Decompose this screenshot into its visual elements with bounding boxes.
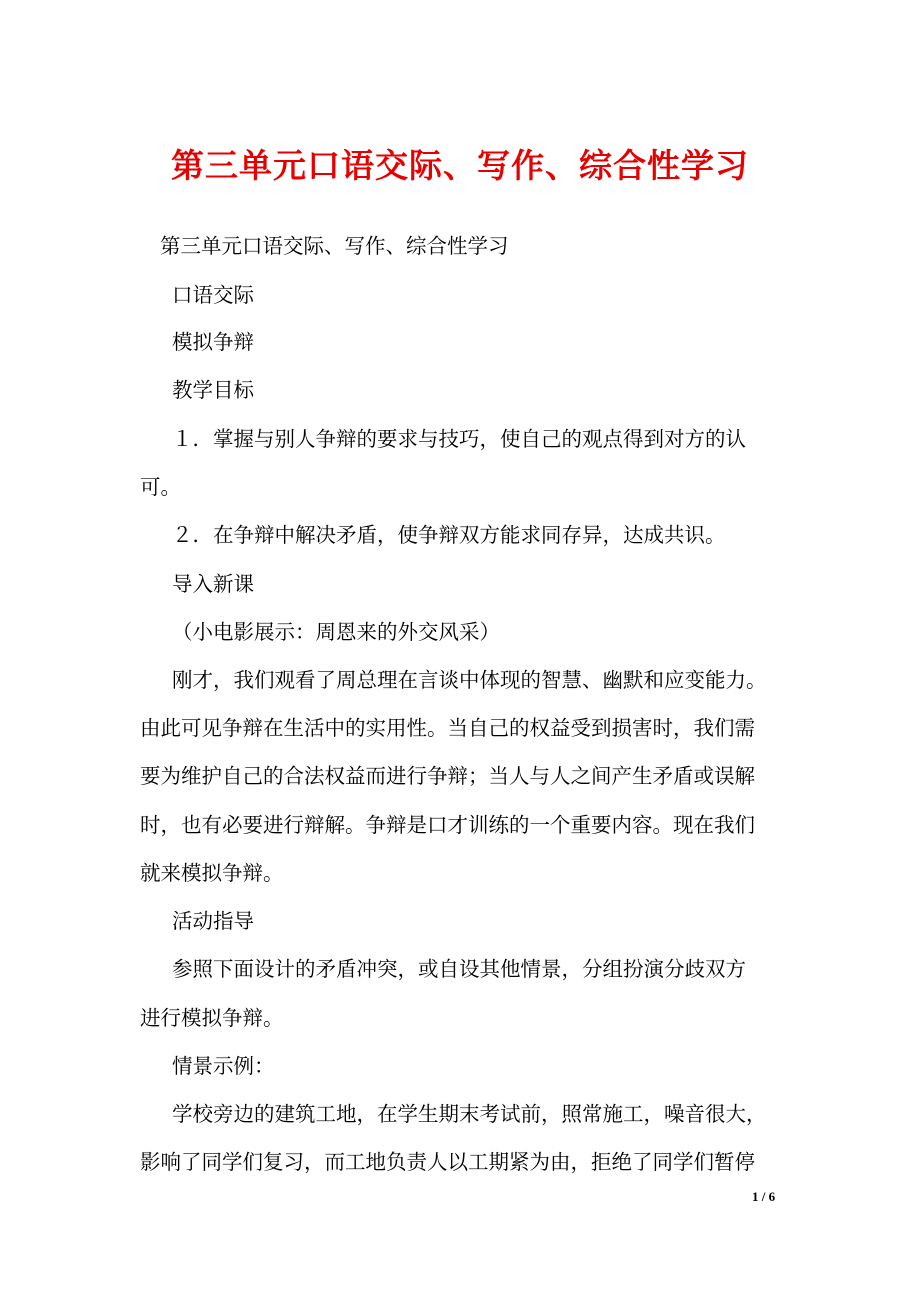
paragraph-line: 可。 (140, 475, 181, 499)
paragraph-line: 学校旁边的建筑工地，在学生期末考试前，照常施工，噪音很大， (172, 1102, 767, 1126)
document-title: 第三单元口语交际、写作、综合性学习 (171, 146, 749, 185)
paragraph-line: （小电影展示：周恩来的外交风采） (172, 620, 500, 644)
paragraph-line: 活动指导 (172, 909, 254, 933)
paragraph-line: 第三单元口语交际、写作、综合性学习 (160, 234, 509, 258)
paragraph-line: 模拟争辩 (172, 330, 254, 354)
paragraph-line: 进行模拟争辩。 (140, 1006, 284, 1030)
paragraph-line: 情景示例： (172, 1054, 275, 1078)
page-number: 1 / 6 (752, 1189, 776, 1204)
paragraph-line: 要为维护自己的合法权益而进行争辩；当人与人之间产生矛盾或误解 (140, 764, 755, 788)
paragraph-line: 教学目标 (172, 378, 254, 402)
paragraph-line: 由此可见争辩在生活中的实用性。当自己的权益受到损害时，我们需 (140, 716, 755, 740)
paragraph-line: 刚才，我们观看了周总理在言谈中体现的智慧、幽默和应变能力。 (172, 668, 767, 692)
paragraph-line: 参照下面设计的矛盾冲突，或自设其他情景，分组扮演分歧双方 (172, 957, 746, 981)
paragraph-line: 就来模拟争辩。 (140, 861, 284, 885)
paragraph-line: 时，也有必要进行辩解。争辩是口才训练的一个重要内容。现在我们 (140, 813, 755, 837)
paragraph-line: 导入新课 (172, 572, 254, 596)
paragraph-line: 口语交际 (172, 283, 254, 307)
paragraph-line: ２．在争辩中解决矛盾，使争辩双方能求同存异，达成共识。 (172, 523, 726, 547)
paragraph-line: 影响了同学们复习，而工地负责人以工期紧为由，拒绝了同学们暂停 (140, 1150, 755, 1174)
paragraph-line: １．掌握与别人争辩的要求与技巧，使自己的观点得到对方的认 (172, 427, 746, 451)
